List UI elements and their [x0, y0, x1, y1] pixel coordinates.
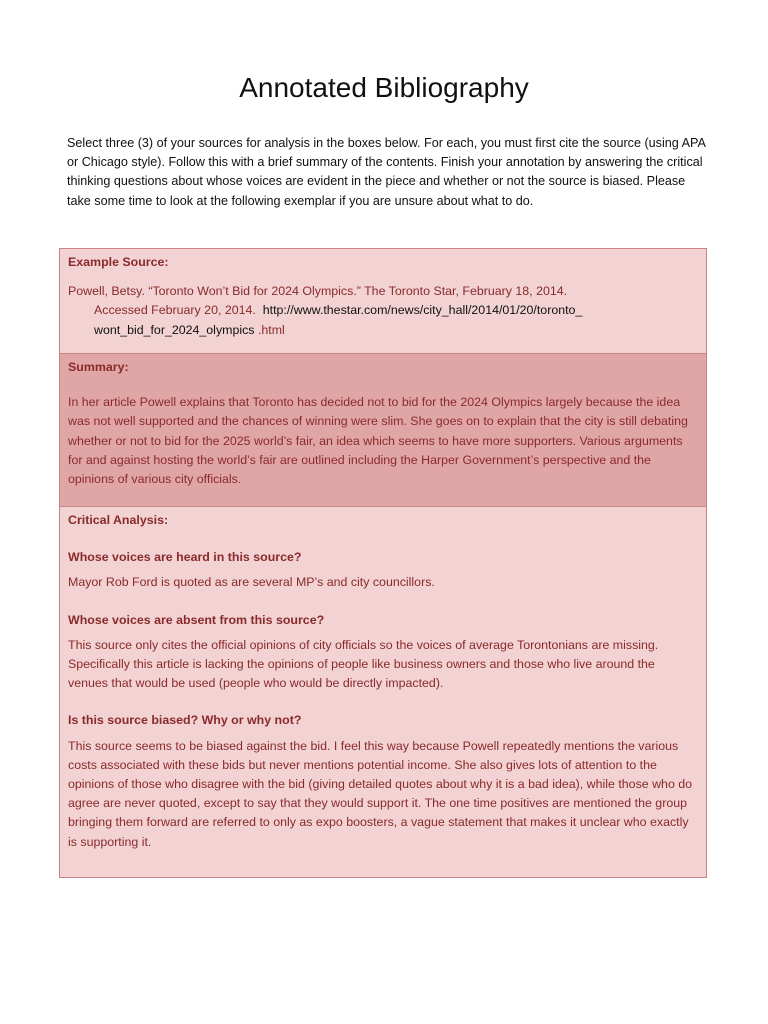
summary-text: In her article Powell explains that Toronto has decided not to bid for the 2024 Olympics largely because the idea was not well supported and the chances of winning were slim. She goes on to explain that the city is still debating whether or not to bid for the 2025 world’s fair, an idea which seems to have more supporters. Various arguments for and against hosting the world’s fair are outlined including the Harper Government’s perspective and the opinions of various city officials.	[68, 395, 688, 487]
answer-voices-absent: This source only cites the official opinions of city officials so the voices of average Torontonians are missing. Specifically this article is lacking the opinions of people like business owners and those who live around the venues that would be used (people who would be directly impacted).	[68, 637, 659, 691]
critical-analysis-cell	[60, 507, 706, 877]
instructions-paragraph: Select three (3) of your sources for analysis in the boxes below. For each, you must first cite the source (using APA or Chicago style). Follow this with a brief summary of the contents. Finish your annotation by answering the critical thinking questions about whose voices are evident in the piece and whether or not the source is biased. Please take some time to look at the following exemplar if you are unsure about what to do.	[67, 136, 706, 208]
summary-cell	[60, 354, 706, 507]
question-voices-absent: Whose voices are absent from this source?	[68, 612, 325, 627]
citation-line: Powell, Betsy. “Toronto Won’t Bid for 2024 Olympics.” The Toronto Star, February 18, 2014.	[68, 284, 568, 299]
answer-voices-heard: Mayor Rob Ford is quoted as are several MP’s and city councillors.	[68, 575, 435, 590]
citation	[68, 282, 698, 340]
citation-continuation	[68, 301, 698, 320]
question-bias: Is this source biased? Why or why not?	[68, 713, 302, 728]
citation-accessed: Accessed February 20, 2014.	[94, 303, 256, 318]
example-source-heading: Example Source:	[68, 255, 169, 269]
citation-url-continuation	[68, 321, 698, 340]
citation-url-link-2[interactable]: wont_bid_for_2024_olympics	[94, 322, 255, 337]
question-voices-heard: Whose voices are heard in this source?	[68, 550, 302, 565]
example-source-cell	[60, 249, 706, 354]
annotation-table	[59, 248, 707, 878]
summary-heading: Summary:	[68, 360, 129, 374]
critical-analysis-heading: Critical Analysis:	[68, 513, 169, 527]
citation-url-link[interactable]: http://www.thestar.com/news/city_hall/2014/01/20/toronto_	[262, 303, 583, 318]
page-title: Annotated Bibliography	[239, 72, 529, 103]
citation-url-extension: .html	[257, 322, 285, 337]
answer-bias: This source seems to be biased against the bid. I feel this way because Powell repeatedly mentions the various costs associated with these bids but never mentions potential income. She also gives lots of attention to the opinions of those who disagree with the bid (giving detailed quotes about why it is a bad idea), while those who do agree are never quoted, except to say that they would support it. The one time positives are mentioned the group bringing them forward are referred to only as expo boosters, a vague statement that makes it unclear who exactly is supporting it.	[68, 738, 693, 849]
